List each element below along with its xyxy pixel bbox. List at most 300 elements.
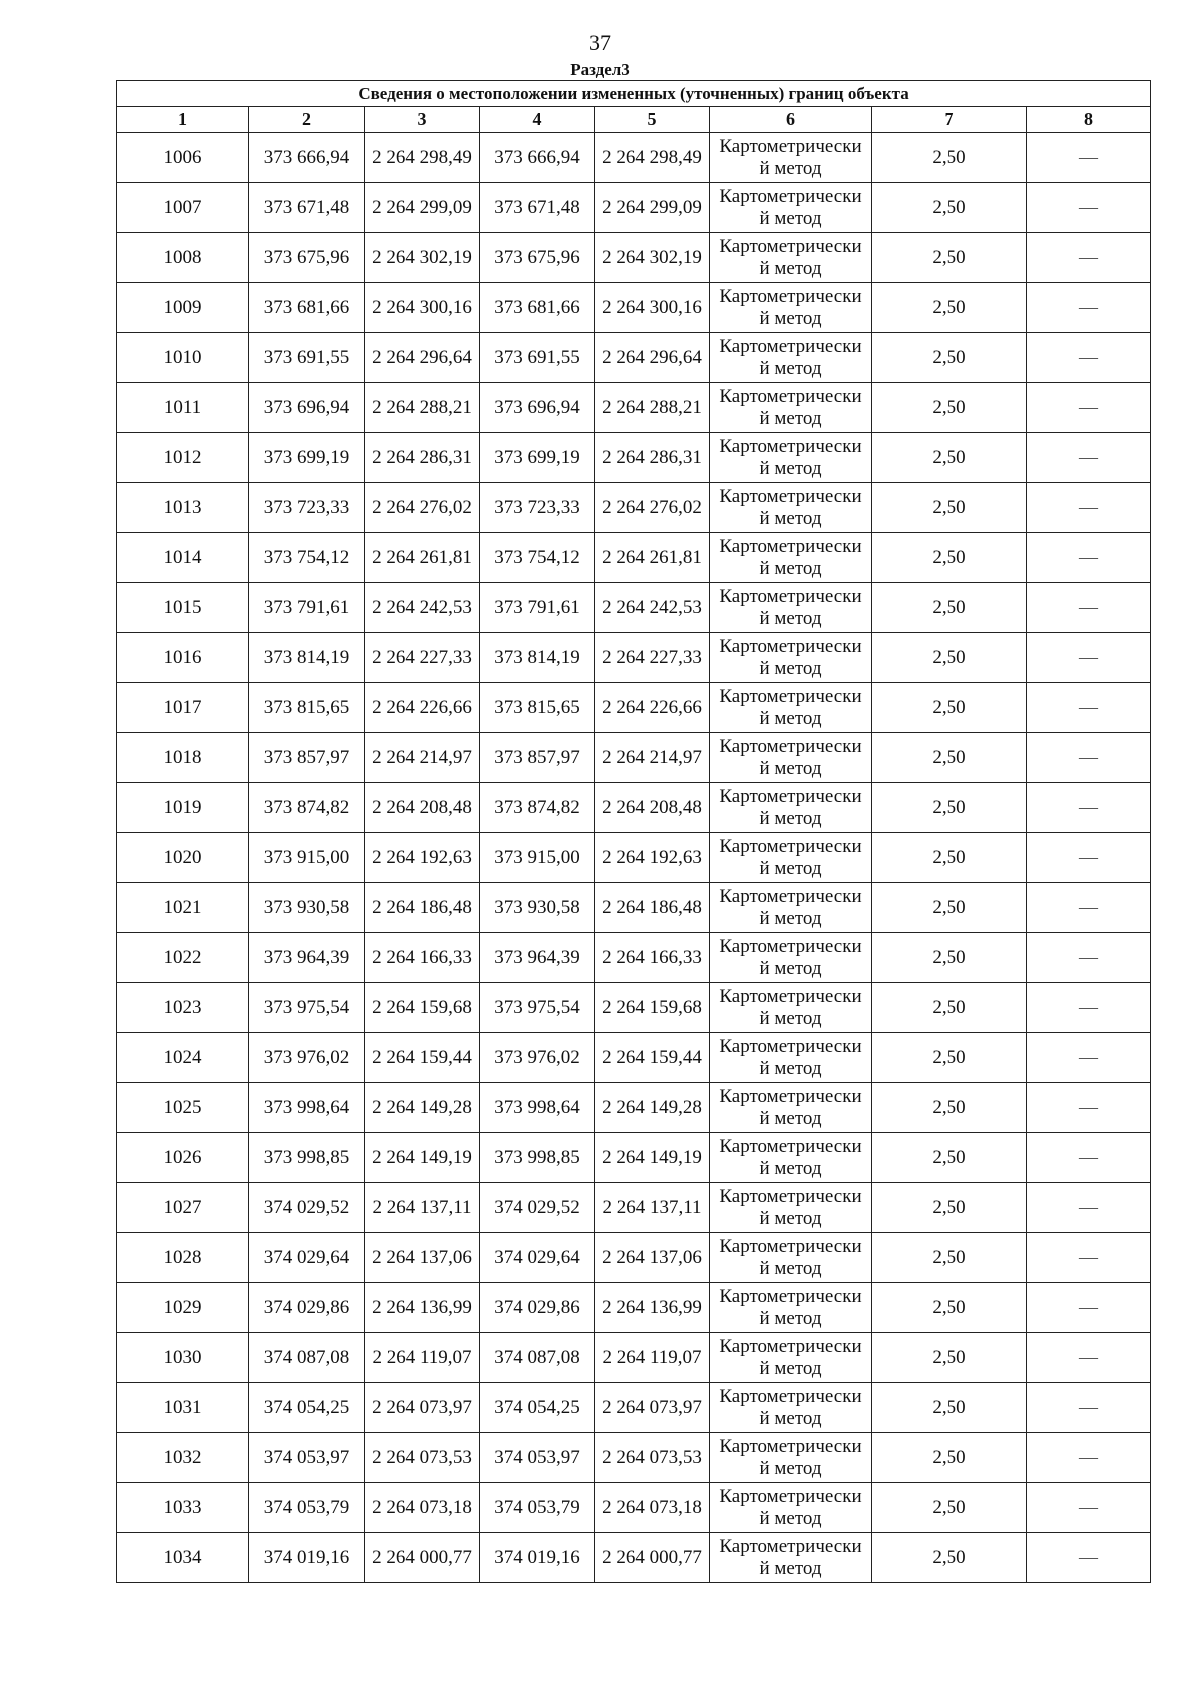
y-old-cell: 2 264 149,19 [365,1133,480,1183]
accuracy-cell: 2,50 [872,1433,1027,1483]
x-new-cell: 373 675,96 [480,233,595,283]
x-old-cell: 374 087,08 [249,1333,365,1383]
method-line: Картометрически [719,1535,862,1557]
y-old-cell: 2 264 136,99 [365,1283,480,1333]
x-new-cell: 373 696,94 [480,383,595,433]
point-number-cell: 1027 [117,1183,249,1233]
accuracy-cell: 2,50 [872,1383,1027,1433]
method-line: Картометрически [719,585,862,607]
y-new-cell: 2 264 073,18 [595,1483,710,1533]
note-cell: — [1027,333,1151,383]
y-old-cell: 2 264 119,07 [365,1333,480,1383]
x-new-cell: 373 723,33 [480,483,595,533]
method-cell [710,1333,872,1383]
column-header: 7 [872,107,1027,133]
x-new-cell: 374 053,79 [480,1483,595,1533]
table-row [117,283,1151,333]
column-header: 1 [117,107,249,133]
x-new-cell: 373 754,12 [480,533,595,583]
note-cell: — [1027,1533,1151,1583]
note-cell: — [1027,233,1151,283]
table-row [117,883,1151,933]
method-line: Картометрически [719,1335,862,1357]
method-line: Картометрически [719,1085,862,1107]
accuracy-cell: 2,50 [872,433,1027,483]
method-line: й метод [759,1307,822,1329]
table-row [117,1333,1151,1383]
x-new-cell: 373 857,97 [480,733,595,783]
point-number-cell: 1011 [117,383,249,433]
method-line: Картометрически [719,785,862,807]
y-old-cell: 2 264 226,66 [365,683,480,733]
y-new-cell: 2 264 300,16 [595,283,710,333]
table-row [117,933,1151,983]
point-number-cell: 1006 [117,133,249,183]
x-new-cell: 373 998,64 [480,1083,595,1133]
note-cell: — [1027,1283,1151,1333]
accuracy-cell: 2,50 [872,783,1027,833]
y-new-cell: 2 264 298,49 [595,133,710,183]
point-number-cell: 1026 [117,1133,249,1183]
method-line: й метод [759,207,822,229]
accuracy-cell: 2,50 [872,1083,1027,1133]
table-row [117,1233,1151,1283]
note-cell: — [1027,1183,1151,1233]
table-row [117,1483,1151,1533]
x-new-cell: 373 791,61 [480,583,595,633]
method-cell [710,1383,872,1433]
point-number-cell: 1016 [117,633,249,683]
table-row [117,1533,1151,1583]
note-cell: — [1027,1433,1151,1483]
y-old-cell: 2 264 137,11 [365,1183,480,1233]
accuracy-cell: 2,50 [872,533,1027,583]
x-old-cell: 373 915,00 [249,833,365,883]
accuracy-cell: 2,50 [872,1133,1027,1183]
x-new-cell: 373 815,65 [480,683,595,733]
method-line: Картометрически [719,285,862,307]
x-new-cell: 374 029,86 [480,1283,595,1333]
method-cell [710,583,872,633]
method-cell [710,1233,872,1283]
method-line: й метод [759,857,822,879]
point-number-cell: 1014 [117,533,249,583]
method-line: Картометрически [719,1035,862,1057]
y-new-cell: 2 264 296,64 [595,333,710,383]
method-cell [710,1483,872,1533]
method-line: Картометрически [719,485,862,507]
point-number-cell: 1009 [117,283,249,333]
method-cell [710,383,872,433]
table-row [117,383,1151,433]
y-old-cell: 2 264 192,63 [365,833,480,883]
method-line: й метод [759,1257,822,1279]
method-cell [710,333,872,383]
point-number-cell: 1030 [117,1333,249,1383]
method-line: Картометрически [719,1185,862,1207]
table-row [117,1433,1151,1483]
accuracy-cell: 2,50 [872,633,1027,683]
point-number-cell: 1032 [117,1433,249,1483]
table-row [117,333,1151,383]
y-old-cell: 2 264 073,18 [365,1483,480,1533]
method-line: Картометрически [719,985,862,1007]
y-old-cell: 2 264 299,09 [365,183,480,233]
point-number-cell: 1023 [117,983,249,1033]
method-line: Картометрически [719,235,862,257]
y-new-cell: 2 264 159,44 [595,1033,710,1083]
note-cell: — [1027,183,1151,233]
y-new-cell: 2 264 136,99 [595,1283,710,1333]
column-header-row [117,107,1151,133]
method-cell [710,883,872,933]
method-line: й метод [759,1157,822,1179]
method-line: й метод [759,457,822,479]
method-cell [710,683,872,733]
method-line: Картометрически [719,935,862,957]
column-header: 8 [1027,107,1151,133]
y-new-cell: 2 264 186,48 [595,883,710,933]
y-new-cell: 2 264 227,33 [595,633,710,683]
point-number-cell: 1007 [117,183,249,233]
y-new-cell: 2 264 192,63 [595,833,710,883]
y-old-cell: 2 264 159,68 [365,983,480,1033]
method-line: й метод [759,1457,822,1479]
method-line: й метод [759,1407,822,1429]
method-cell [710,933,872,983]
y-new-cell: 2 264 286,31 [595,433,710,483]
x-old-cell: 373 699,19 [249,433,365,483]
method-line: Картометрически [719,1385,862,1407]
method-line: й метод [759,1507,822,1529]
method-line: й метод [759,607,822,629]
method-line: й метод [759,707,822,729]
table-row [117,1283,1151,1333]
y-old-cell: 2 264 137,06 [365,1233,480,1283]
x-new-cell: 373 998,85 [480,1133,595,1183]
method-line: Картометрически [719,1485,862,1507]
method-cell [710,1283,872,1333]
x-old-cell: 374 029,52 [249,1183,365,1233]
accuracy-cell: 2,50 [872,133,1027,183]
note-cell: — [1027,1083,1151,1133]
table-row [117,133,1151,183]
point-number-cell: 1018 [117,733,249,783]
x-old-cell: 373 666,94 [249,133,365,183]
y-old-cell: 2 264 166,33 [365,933,480,983]
point-number-cell: 1024 [117,1033,249,1083]
note-cell: — [1027,883,1151,933]
x-old-cell: 373 964,39 [249,933,365,983]
x-old-cell: 373 930,58 [249,883,365,933]
method-line: Картометрически [719,685,862,707]
note-cell: — [1027,833,1151,883]
note-cell: — [1027,383,1151,433]
y-old-cell: 2 264 208,48 [365,783,480,833]
note-cell: — [1027,983,1151,1033]
point-number-cell: 1013 [117,483,249,533]
accuracy-cell: 2,50 [872,183,1027,233]
note-cell: — [1027,533,1151,583]
x-old-cell: 374 053,79 [249,1483,365,1533]
method-cell [710,733,872,783]
y-old-cell: 2 264 261,81 [365,533,480,583]
method-cell [710,1133,872,1183]
x-new-cell: 373 975,54 [480,983,595,1033]
y-old-cell: 2 264 149,28 [365,1083,480,1133]
section-title: Раздел3 [570,60,630,79]
y-new-cell: 2 264 149,28 [595,1083,710,1133]
y-new-cell: 2 264 226,66 [595,683,710,733]
x-old-cell: 373 976,02 [249,1033,365,1083]
x-old-cell: 373 671,48 [249,183,365,233]
y-old-cell: 2 264 298,49 [365,133,480,183]
y-new-cell: 2 264 214,97 [595,733,710,783]
accuracy-cell: 2,50 [872,733,1027,783]
method-line: й метод [759,1557,822,1579]
x-old-cell: 373 975,54 [249,983,365,1033]
x-old-cell: 373 791,61 [249,583,365,633]
point-number-cell: 1025 [117,1083,249,1133]
x-new-cell: 374 054,25 [480,1383,595,1433]
note-cell: — [1027,283,1151,333]
y-old-cell: 2 264 242,53 [365,583,480,633]
table-caption-row [117,81,1151,107]
method-line: й метод [759,557,822,579]
y-new-cell: 2 264 242,53 [595,583,710,633]
y-new-cell: 2 264 137,06 [595,1233,710,1283]
point-number-cell: 1020 [117,833,249,883]
point-number-cell: 1017 [117,683,249,733]
point-number-cell: 1021 [117,883,249,933]
x-new-cell: 373 814,19 [480,633,595,683]
accuracy-cell: 2,50 [872,583,1027,633]
method-cell [710,983,872,1033]
method-cell [710,1183,872,1233]
method-line: й метод [759,1207,822,1229]
table-caption: Сведения о местоположении измененных (уточненных) границ объекта [117,81,1151,107]
x-old-cell: 373 998,85 [249,1133,365,1183]
method-cell [710,633,872,683]
accuracy-cell: 2,50 [872,1183,1027,1233]
x-new-cell: 373 691,55 [480,333,595,383]
method-cell [710,783,872,833]
x-old-cell: 373 754,12 [249,533,365,583]
table-row [117,983,1151,1033]
note-cell: — [1027,1383,1151,1433]
method-line: Картометрически [719,535,862,557]
method-line: й метод [759,1107,822,1129]
method-line: Картометрически [719,635,862,657]
x-old-cell: 373 681,66 [249,283,365,333]
note-cell: — [1027,1133,1151,1183]
point-number-cell: 1022 [117,933,249,983]
method-line: й метод [759,657,822,679]
table-row [117,583,1151,633]
accuracy-cell: 2,50 [872,1333,1027,1383]
method-line: й метод [759,357,822,379]
table-row [117,533,1151,583]
point-number-cell: 1033 [117,1483,249,1533]
y-new-cell: 2 264 073,53 [595,1433,710,1483]
method-line: й метод [759,407,822,429]
table-row [117,633,1151,683]
table-row [117,783,1151,833]
x-new-cell: 373 666,94 [480,133,595,183]
y-old-cell: 2 264 227,33 [365,633,480,683]
point-number-cell: 1029 [117,1283,249,1333]
note-cell: — [1027,1033,1151,1083]
table-row [117,483,1151,533]
point-number-cell: 1019 [117,783,249,833]
method-line: Картометрически [719,385,862,407]
note-cell: — [1027,733,1151,783]
x-old-cell: 373 691,55 [249,333,365,383]
y-new-cell: 2 264 137,11 [595,1183,710,1233]
note-cell: — [1027,683,1151,733]
table-row [117,733,1151,783]
accuracy-cell: 2,50 [872,283,1027,333]
table-row [117,833,1151,883]
y-old-cell: 2 264 296,64 [365,333,480,383]
method-line: Картометрически [719,1285,862,1307]
method-cell [710,1433,872,1483]
y-new-cell: 2 264 302,19 [595,233,710,283]
table-row [117,1133,1151,1183]
note-cell: — [1027,1333,1151,1383]
method-line: й метод [759,757,822,779]
x-new-cell: 373 915,00 [480,833,595,883]
point-number-cell: 1031 [117,1383,249,1433]
y-old-cell: 2 264 073,53 [365,1433,480,1483]
y-new-cell: 2 264 119,07 [595,1333,710,1383]
method-cell [710,1533,872,1583]
x-old-cell: 374 053,97 [249,1433,365,1483]
point-number-cell: 1012 [117,433,249,483]
y-old-cell: 2 264 300,16 [365,283,480,333]
y-new-cell: 2 264 166,33 [595,933,710,983]
accuracy-cell: 2,50 [872,1533,1027,1583]
x-new-cell: 373 874,82 [480,783,595,833]
x-new-cell: 373 976,02 [480,1033,595,1083]
method-line: Картометрически [719,335,862,357]
point-number-cell: 1010 [117,333,249,383]
method-line: Картометрически [719,1435,862,1457]
note-cell: — [1027,1483,1151,1533]
method-line: й метод [759,157,822,179]
y-old-cell: 2 264 214,97 [365,733,480,783]
point-number-cell: 1028 [117,1233,249,1283]
y-old-cell: 2 264 288,21 [365,383,480,433]
y-old-cell: 2 264 186,48 [365,883,480,933]
note-cell: — [1027,933,1151,983]
note-cell: — [1027,1233,1151,1283]
x-old-cell: 373 874,82 [249,783,365,833]
accuracy-cell: 2,50 [872,833,1027,883]
x-new-cell: 374 053,97 [480,1433,595,1483]
column-header: 4 [480,107,595,133]
method-line: й метод [759,1357,822,1379]
accuracy-cell: 2,50 [872,383,1027,433]
x-new-cell: 374 029,52 [480,1183,595,1233]
method-line: Картометрически [719,1135,862,1157]
x-old-cell: 373 815,65 [249,683,365,733]
method-line: й метод [759,907,822,929]
accuracy-cell: 2,50 [872,1033,1027,1083]
accuracy-cell: 2,50 [872,1283,1027,1333]
accuracy-cell: 2,50 [872,933,1027,983]
method-cell [710,183,872,233]
y-new-cell: 2 264 261,81 [595,533,710,583]
method-line: й метод [759,257,822,279]
y-new-cell: 2 264 276,02 [595,483,710,533]
method-cell [710,233,872,283]
x-old-cell: 373 814,19 [249,633,365,683]
method-line: й метод [759,1057,822,1079]
method-cell [710,483,872,533]
x-old-cell: 374 029,86 [249,1283,365,1333]
method-cell [710,433,872,483]
note-cell: — [1027,633,1151,683]
point-number-cell: 1008 [117,233,249,283]
y-old-cell: 2 264 302,19 [365,233,480,283]
method-line: Картометрически [719,1235,862,1257]
table-row [117,1383,1151,1433]
method-line: Картометрически [719,885,862,907]
x-old-cell: 373 998,64 [249,1083,365,1133]
y-new-cell: 2 264 288,21 [595,383,710,433]
accuracy-cell: 2,50 [872,1233,1027,1283]
note-cell: — [1027,583,1151,633]
x-new-cell: 373 681,66 [480,283,595,333]
boundary-table [116,80,1151,1583]
table-row [117,1083,1151,1133]
y-new-cell: 2 264 073,97 [595,1383,710,1433]
method-line: й метод [759,807,822,829]
y-old-cell: 2 264 276,02 [365,483,480,533]
note-cell: — [1027,483,1151,533]
x-new-cell: 373 699,19 [480,433,595,483]
x-old-cell: 373 723,33 [249,483,365,533]
table-row [117,1183,1151,1233]
x-new-cell: 374 019,16 [480,1533,595,1583]
x-new-cell: 373 671,48 [480,183,595,233]
method-cell [710,283,872,333]
column-header: 5 [595,107,710,133]
x-old-cell: 373 675,96 [249,233,365,283]
table-row [117,683,1151,733]
y-old-cell: 2 264 073,97 [365,1383,480,1433]
method-line: Картометрически [719,435,862,457]
method-line: Картометрически [719,135,862,157]
accuracy-cell: 2,50 [872,883,1027,933]
table-row [117,183,1151,233]
method-line: Картометрически [719,735,862,757]
accuracy-cell: 2,50 [872,233,1027,283]
x-new-cell: 373 964,39 [480,933,595,983]
point-number-cell: 1015 [117,583,249,633]
x-old-cell: 373 857,97 [249,733,365,783]
x-new-cell: 374 029,64 [480,1233,595,1283]
y-old-cell: 2 264 159,44 [365,1033,480,1083]
x-old-cell: 373 696,94 [249,383,365,433]
x-new-cell: 373 930,58 [480,883,595,933]
method-line: й метод [759,1007,822,1029]
accuracy-cell: 2,50 [872,683,1027,733]
table-row [117,1033,1151,1083]
y-old-cell: 2 264 000,77 [365,1533,480,1583]
table-body [117,133,1151,1583]
